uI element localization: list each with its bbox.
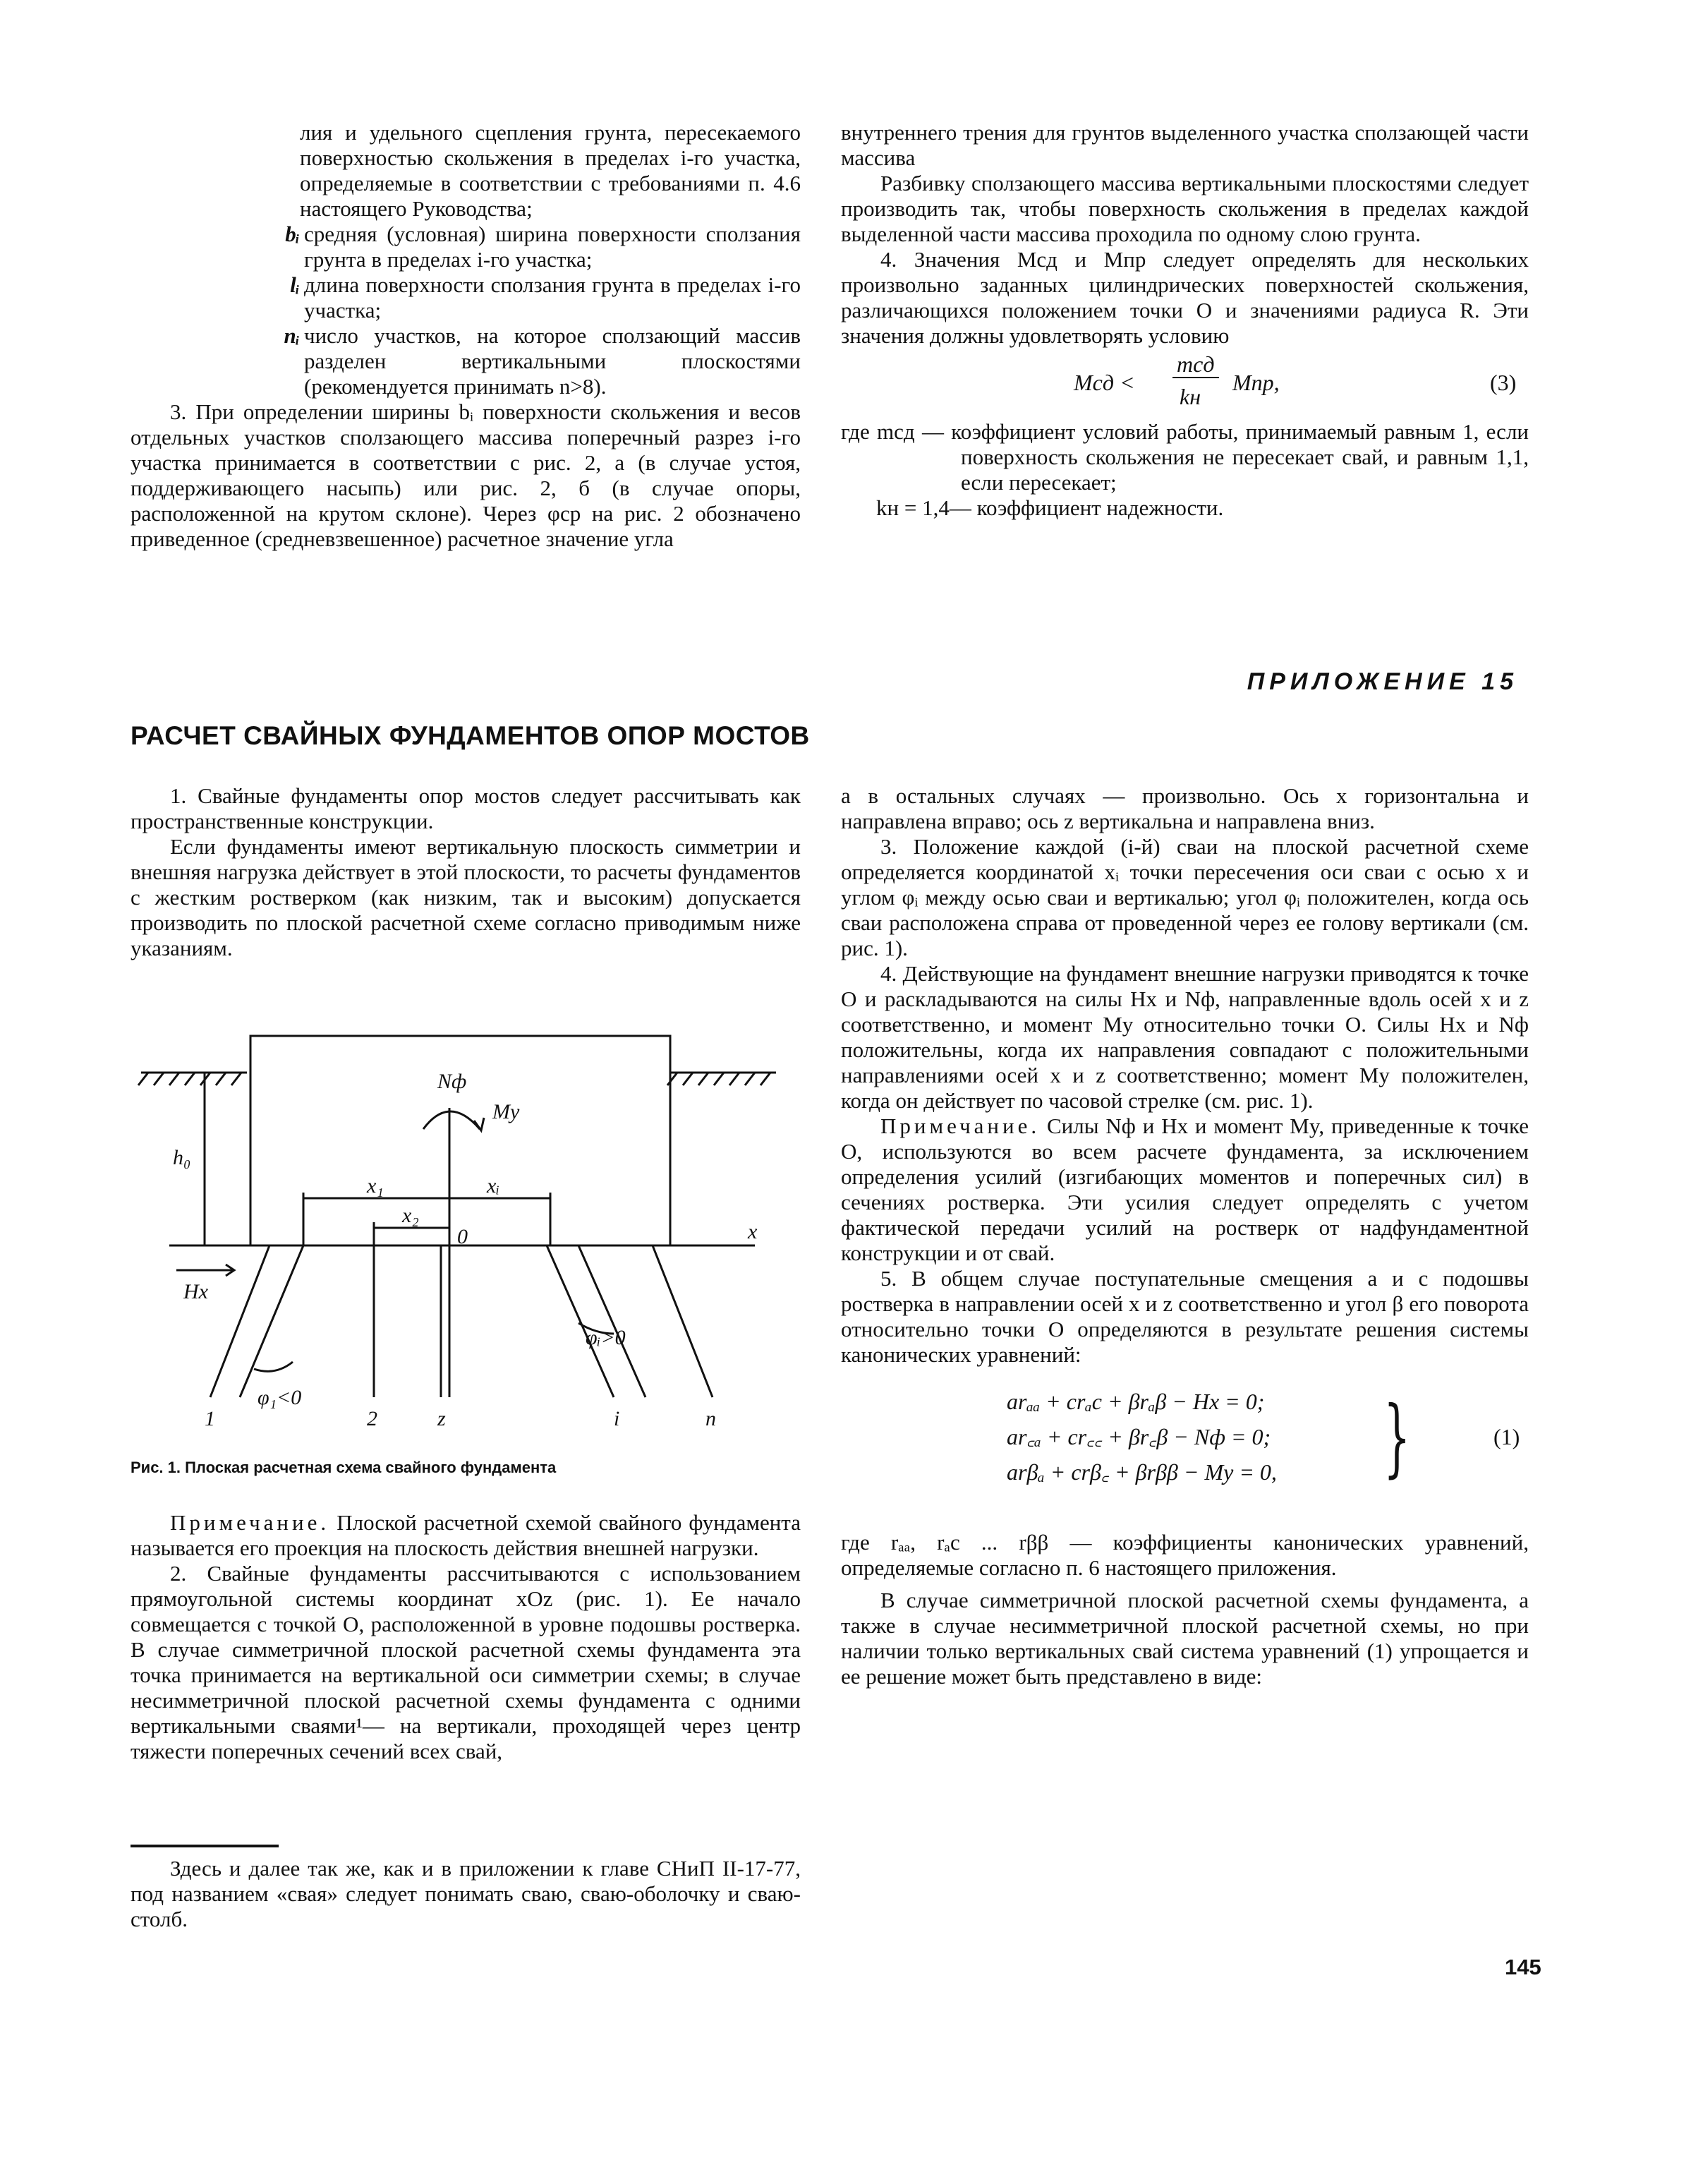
where-reliability: kн = 1,4— коэффициент надежности. — [876, 495, 1224, 520]
definition-b-text: средняя (условная) ширина поверхности сползания грунта в пределах i-го участка; — [304, 222, 801, 272]
label-origin-o: 0 — [457, 1225, 468, 1248]
note-paragraph-right — [841, 1114, 1529, 1266]
label-axis-x: x — [748, 1220, 758, 1243]
right-column-top — [841, 120, 1529, 521]
label-axis-z: z — [437, 1407, 446, 1430]
paragraph-3: 3. При определении ширины bᵢ поверхности скольжения и весов отдельных участков сползающего массива поперечный разрез i-го участка принимается в соответствии с рис. 2, а (в случае устоя, поддерживающего насыпь) или рис. 2, б (в случае опоры, расположенной на крутом склоне). Через φср на рис. 2 обозначено приведенное (средневзвешенное) расчетное значение угла — [131, 399, 801, 551]
paragraph-4: 4. Значения Mсд и Mпр следует определять для нескольких произвольно заданных цилиндрических поверхностей скольжения, различающихся положением точки O и значениями радиуса R. Эти значения должны удовлетворять условию — [841, 247, 1529, 348]
label-x1: x₁ — [367, 1174, 384, 1197]
paragraph-5: 5. В общем случае поступательные смещения a и c подошвы ростверка в направлении осей x и z соответственно и угол β его поворота относительно точки O определяются в результате решения системы канонических уравнений: — [841, 1266, 1529, 1367]
page-number: 145 — [1505, 1955, 1541, 1979]
label-moment-m: My — [492, 1100, 520, 1123]
label-force-h: Hx — [183, 1280, 208, 1303]
paragraph-4-loads: 4. Действующие на фундамент внешние нагрузки приводятся к точке O и раскладываются на силы Hx и Nф, направленные вдоль осей x и z соответственно, и момент My относительно точки O. Силы Hx и Nф положительны, когда их направления совпадают с положительными направлениями осей x и z соответственно; момент My положителен, когда он действует по часовой стрелке (см. рис. 1). — [841, 961, 1529, 1113]
formula-denominator: kн — [1180, 384, 1201, 409]
pile-foundation-diagram — [127, 1002, 804, 1454]
label-pile-i: i — [614, 1407, 620, 1430]
where-coefficient: где mсд — коэффициент условий работы, принимаемый равным 1, если поверхность скольжения не пересекает свай, и равным 1,1, если пересекает; — [841, 419, 1529, 495]
note-label-right: Примечание. — [880, 1114, 1041, 1138]
paragraph-division: Разбивку сползающего массива вертикальными плоскостями следует производить так, чтобы поверхность скольжения в пределах каждой выделенной части массива проходила по одному слою грунта. — [841, 171, 1529, 246]
left-column-intro — [131, 783, 801, 961]
paragraph-continued: внутреннего трения для грунтов выделенного участка сползающей части массива — [841, 120, 1529, 170]
formula-number: (3) — [1490, 370, 1517, 395]
note-label: Примечание. — [170, 1510, 330, 1535]
intro-paragraph-1: 1. Свайные фундаменты опор мостов следует рассчитывать как пространственные конструкции. — [131, 783, 801, 833]
formula-left: Mсд < — [1074, 370, 1135, 395]
paragraph-3-position: 3. Положение каждой (i-й) сваи на плоской расчетной схеме определяется координатой xᵢ точки пересечения оси сваи с осью x и углом φᵢ между осью сваи и вертикалью; угол φᵢ положителен, когда ось сваи расположена справа от проведенной через ее голову вертикали (см. рис. 1). — [841, 834, 1529, 960]
footnote-rule — [131, 1845, 279, 1847]
symbol-b: bᵢ — [285, 222, 300, 246]
symbol-n: nᵢ — [284, 323, 300, 348]
section-title: РАСЧЕТ СВАЙНЫХ ФУНДАМЕНТОВ ОПОР МОСТОВ — [131, 721, 810, 750]
formula-3 — [841, 349, 1529, 419]
equation-3: arβₐ + crβ꜀ + βrββ − My = 0, — [1007, 1459, 1277, 1485]
label-pile-n: n — [705, 1407, 716, 1430]
paragraph-2: 2. Свайные фундаменты рассчитываются с использованием прямоугольной системы координат xOz (рис. 1). Ее начало совмещается с точкой O, расположенной в уровне подошвы ростверка. В случае симметричной плоской расчетной схемы фундамента эта точка принимается на вертикальной оси симметрии схемы; в случае несимметричной плоской расчетной схемы фундамента с одними вертикальными сваями¹— на вертикали, проходящей через центр тяжести поперечных сечений всех свай, — [131, 1561, 801, 1763]
footnote-text: Здесь и далее так же, как и в приложении к главе СНиП II-17-77, под названием «свая» следует понимать сваю, сваю-оболочку и сваю-столб. — [131, 1856, 801, 1931]
where-coefficients: где rₐₐ, rₐc ... rββ — коэффициенты канонических уравнений, определяемые согласно п. 6 настоящего приложения. — [841, 1530, 1529, 1580]
label-angle-negative: φ₁<0 — [257, 1386, 302, 1409]
intro-paragraph-2: Если фундаменты имеют вертикальную плоскость симметрии и внешняя нагрузка действует в этой плоскости, то расчеты фундаментов с жестким ростверком (как низким, так и высоким) допускается производить по плоской расчетной схеме согласно приводимым ниже указаниям. — [131, 834, 801, 960]
left-column-top — [131, 120, 801, 552]
left-column-bottom — [131, 1510, 801, 1764]
label-height-h: h₀ — [173, 1146, 191, 1169]
label-pile-1: 1 — [205, 1407, 215, 1430]
note-text: Плоской расчетной схемой свайного фундамента называется его проекция на плоскость действия внешней нагрузки. — [131, 1510, 801, 1560]
continued-paragraph: лия и удельного сцепления грунта, пересекаемого поверхностью скольжения в пределах i-го участка, определяемые в соответствии с требованиями п. 4.6 настоящего Руководства; — [300, 120, 801, 221]
continued-paragraph-axes: а в остальных случаях — произвольно. Ось x горизонтальна и направлена вправо; ось z вертикальна и направлена вниз. — [841, 783, 1529, 833]
definition-b — [131, 222, 801, 272]
label-pile-2: 2 — [367, 1407, 377, 1430]
equation-brace: } — [1383, 1389, 1411, 1487]
definition-l-text: длина поверхности сползания грунта в пределах i-го участка; — [304, 272, 801, 322]
label-angle-positive: φᵢ>0 — [586, 1326, 626, 1349]
equation-number: (1) — [1493, 1424, 1520, 1449]
note-paragraph — [131, 1510, 801, 1561]
figure-caption: Рис. 1. Плоская расчетная схема свайного фундамента — [131, 1459, 557, 1476]
symbol-l: lᵢ — [290, 272, 300, 297]
definition-n-text: число участков, на которое сползающий массив разделен вертикальными плоскостями (рекомендуется принимать n>8). — [304, 323, 801, 399]
appendix-title: ПРИЛОЖЕНИЕ 15 — [1247, 668, 1518, 695]
footnote — [131, 1856, 801, 1932]
right-column-bottom — [841, 783, 1529, 1689]
label-xi: xᵢ — [487, 1174, 500, 1197]
label-x2: x₂ — [402, 1204, 419, 1227]
definition-n — [131, 323, 801, 399]
definition-l — [131, 272, 801, 323]
note-text-right: Силы Nф и Hx и момент My, приведенные к точке O, используются во всем расчете фундамента, за исключением определения усилий (изгибающих моментов и поперечных сил) в сечениях ростверка. Эти усилия следует определять с учетом фактической передачи усилий на ростверк от надфундаментной конструкции и от свай. — [841, 1114, 1529, 1265]
equation-system-1 — [841, 1389, 1529, 1516]
paragraph-symmetric: В случае симметричной плоской расчетной схемы фундамента, а также в случае несимметричной плоской расчетной схемы, но при наличии только вертикальных свай система уравнений (1) упрощается и ее решение может быть представлено в виде: — [841, 1588, 1529, 1689]
formula-right: Mпр, — [1232, 370, 1280, 395]
formula-numerator: mсд — [1172, 351, 1219, 378]
label-force-n: Nф — [437, 1070, 467, 1093]
equation-1: arₐₐ + crₐc + βrₐβ − Hx = 0; — [1007, 1389, 1265, 1414]
equation-2: ar꜀ₐ + cr꜀꜀ + βr꜀β − Nф = 0; — [1007, 1424, 1271, 1449]
